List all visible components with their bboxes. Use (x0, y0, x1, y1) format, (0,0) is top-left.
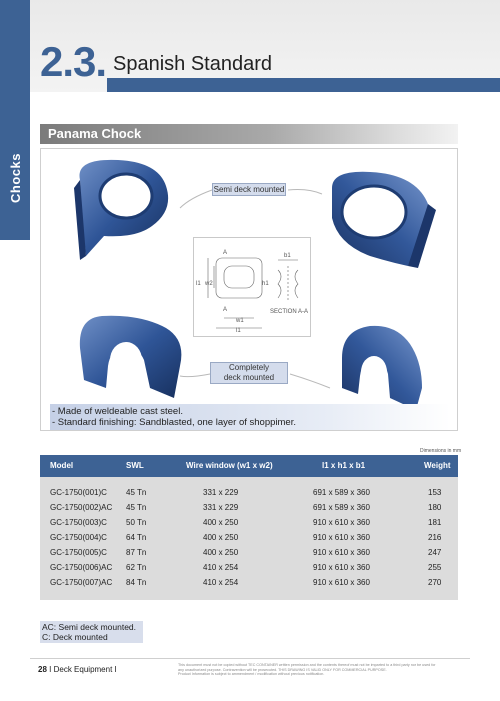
note-finishing: - Standard finishing: Sandblasted, one layer of shoppimer. (52, 417, 296, 428)
drawing-label-w1: w1 (236, 318, 244, 324)
chock-render-semi-left (74, 160, 168, 260)
technical-drawing-svg (194, 238, 310, 336)
column-header-dimensions: l1 x h1 x b1 (322, 461, 366, 470)
drawing-label-h1: h1 (262, 281, 269, 287)
drawing-label-a-top: A (223, 250, 228, 256)
cell-swl: 84 Tn (126, 578, 147, 587)
chock-render-deck-left (80, 316, 182, 398)
cell-dimensions: 910 x 610 x 360 (313, 578, 370, 587)
cell-swl: 87 Tn (126, 548, 147, 557)
cell-model: GC-1750(004)C (50, 533, 107, 542)
cell-wire-window: 400 x 250 (203, 518, 239, 527)
table-row (0, 517, 500, 529)
drawing-label-w2: w2 (205, 281, 213, 287)
drawing-label-section: SECTION A-A (270, 309, 309, 315)
drawing-label-l1-side: l1 (196, 281, 201, 287)
callout-complete-line2: deck mounted (223, 373, 275, 382)
table-row (0, 502, 500, 514)
header-bar (107, 78, 500, 92)
drawing-label-a-bottom: A (223, 307, 228, 313)
callout-complete-line1: Completely (228, 363, 269, 372)
cell-swl: 50 Tn (126, 518, 147, 527)
chock-render-deck-right (342, 326, 422, 410)
section-title: Spanish Standard (113, 53, 273, 75)
cell-weight: 255 (428, 563, 442, 572)
table-row (0, 487, 500, 499)
footer-section: Deck Equipment (53, 665, 113, 674)
disclaimer-line-2: any unauthorized purpose. Contravention will be prosecuted. THIS DRAWING IS VALID ONLY FOR COMMERCIAL PURPOSE. (178, 667, 387, 672)
cell-model: GC-1750(003)C (50, 518, 107, 527)
drawing-label-l1-bottom: l1 (236, 328, 241, 334)
legal-disclaimer (178, 663, 478, 677)
cell-swl: 45 Tn (126, 503, 147, 512)
cell-model: GC-1750(005)C (50, 548, 107, 557)
cell-weight: 180 (428, 503, 442, 512)
disclaimer-line-3: Product Information is subject to ammendment / modification without previous notification. (178, 672, 325, 677)
cell-dimensions: 910 x 610 x 360 (313, 548, 370, 557)
column-header-swl: SWL (126, 461, 144, 470)
table-row (0, 562, 500, 574)
footer-separator-2: I (114, 665, 117, 674)
column-header-weight: Weight (424, 461, 451, 470)
section-number: 2.3. (40, 38, 107, 85)
legend-c: C: Deck mounted (42, 632, 108, 642)
technical-drawing (193, 237, 311, 337)
cell-wire-window: 400 x 250 (203, 533, 239, 542)
cell-weight: 216 (428, 533, 442, 542)
cell-wire-window: 331 x 229 (203, 503, 239, 512)
footer-separator: I (49, 665, 52, 674)
cell-dimensions: 910 x 610 x 360 (313, 563, 370, 572)
disclaimer-line-1: This document must not be copied without TEC CONTAINER written permission and the contents thereof must not be imparted to a third party nor be used for (178, 663, 436, 667)
cell-wire-window: 400 x 250 (203, 548, 239, 557)
product-title: Panama Chock (48, 126, 142, 141)
table-row (0, 532, 500, 544)
cell-weight: 247 (428, 548, 442, 557)
cell-weight: 181 (428, 518, 442, 527)
drawing-label-b1: b1 (284, 253, 291, 259)
column-header-model: Model (50, 461, 74, 470)
units-note: Dimensions in mm (420, 448, 462, 454)
column-header-wire-window: Wire window (w1 x w2) (186, 461, 273, 470)
cell-model: GC-1750(001)C (50, 488, 107, 497)
cell-dimensions: 691 x 589 x 360 (313, 503, 370, 512)
callout-semi-deck: Semi deck mounted (213, 185, 285, 194)
cell-wire-window: 410 x 254 (203, 578, 239, 587)
legend-ac: AC: Semi deck mounted. (42, 622, 137, 632)
table-row (0, 577, 500, 589)
cell-model: GC-1750(002)AC (50, 503, 113, 512)
cell-dimensions: 910 x 610 x 360 (313, 533, 370, 542)
table-row (0, 547, 500, 559)
cell-swl: 64 Tn (126, 533, 147, 542)
callout-complete-deck (210, 362, 288, 384)
cell-wire-window: 410 x 254 (203, 563, 239, 572)
footer-divider (30, 658, 470, 659)
side-tab-label: Chocks (8, 153, 23, 203)
cell-weight: 270 (428, 578, 442, 587)
chock-render-semi-right (332, 172, 436, 268)
cell-model: GC-1750(006)AC (50, 563, 113, 572)
note-material: - Made of weldeable cast steel. (52, 406, 183, 417)
cell-dimensions: 691 x 589 x 360 (313, 488, 370, 497)
page-footer (38, 665, 117, 675)
cell-dimensions: 910 x 610 x 360 (313, 518, 370, 527)
cell-swl: 62 Tn (126, 563, 147, 572)
cell-wire-window: 331 x 229 (203, 488, 239, 497)
page-number: 28 (38, 665, 47, 674)
cell-swl: 45 Tn (126, 488, 147, 497)
cell-model: GC-1750(007)AC (50, 578, 113, 587)
cell-weight: 153 (428, 488, 442, 497)
